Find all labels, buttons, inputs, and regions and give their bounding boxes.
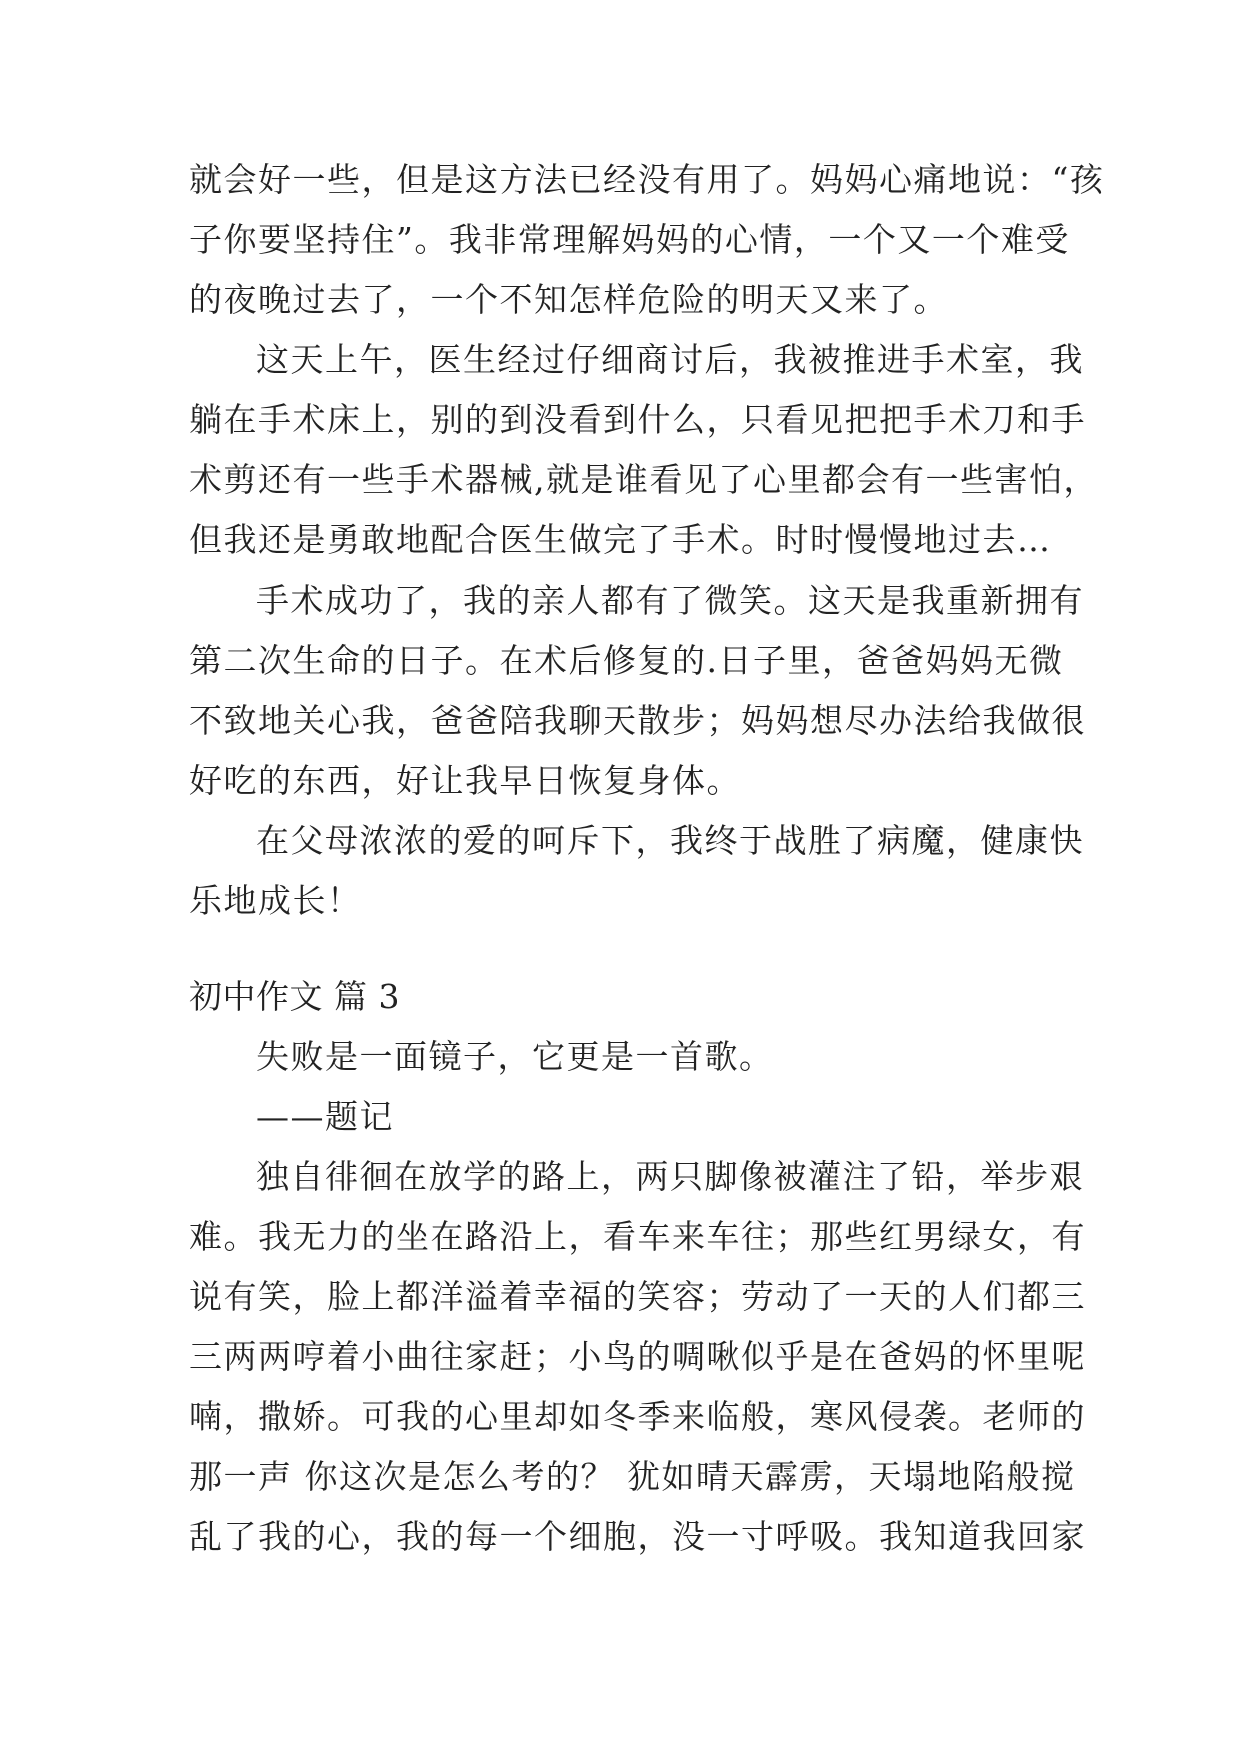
- epigraph: 失败是一面镜子，它更是一首歌。: [256, 1037, 774, 1076]
- paragraph-line: 子你要坚持住”。我非常理解妈妈的心情，一个又一个难受: [189, 220, 1070, 259]
- paragraph-line: 乱了我的心，我的每一个细胞，没一寸呼吸。我知道我回家: [189, 1517, 1086, 1556]
- paragraph-line: 就会好一些，但是这方法已经没有用了。妈妈心痛地说：“孩: [189, 160, 1105, 199]
- paragraph-line: 乐地成长！: [189, 881, 362, 920]
- paragraph-line: 术剪还有一些手术器械,就是谁看见了心里都会有一些害怕，: [189, 460, 1098, 499]
- paragraph-line: 喃，撒娇。可我的心里却如冬季来临般，寒风侵袭。老师的: [189, 1397, 1086, 1436]
- paragraph-line: 但我还是勇敢地配合医生做完了手术。时时慢慢地过去…: [189, 520, 1052, 559]
- epigraph-attribution: ——题记: [256, 1097, 394, 1136]
- paragraph-line: 那一声 你这次是怎么考的？ 犹如晴天霹雳，天塌地陷般搅: [189, 1457, 1076, 1496]
- paragraph-line: 第二次生命的日子。在术后修复的.日子里，爸爸妈妈无微: [189, 641, 1064, 680]
- paragraph-line: 三两两哼着小曲往家赶；小鸟的啁啾似乎是在爸妈的怀里呢: [189, 1337, 1086, 1376]
- paragraph-line: 手术成功了，我的亲人都有了微笑。这天是我重新拥有: [256, 581, 1084, 620]
- paragraph-line: 难。我无力的坐在路沿上，看车来车往；那些红男绿女，有: [189, 1217, 1086, 1256]
- paragraph-line: 独自徘徊在放学的路上，两只脚像被灌注了铅，举步艰: [256, 1157, 1084, 1196]
- paragraph-line: 的夜晚过去了，一个不知怎样危险的明天又来了。: [189, 280, 948, 319]
- section-heading: 初中作文 篇 3: [189, 977, 400, 1016]
- paragraph-line: 不致地关心我，爸爸陪我聊天散步；妈妈想尽办法给我做很: [189, 701, 1086, 740]
- paragraph-line: 躺在手术床上，别的到没看到什么，只看见把把手术刀和手: [189, 400, 1086, 439]
- paragraph-line: 这天上午，医生经过仔细商讨后，我被推进手术室，我: [256, 340, 1084, 379]
- paragraph-line: 好吃的东西，好让我早日恢复身体。: [189, 761, 741, 800]
- paragraph-line: 在父母浓浓的爱的呵斥下，我终于战胜了病魔，健康快: [256, 821, 1084, 860]
- paragraph-line: 说有笑，脸上都洋溢着幸福的笑容；劳动了一天的人们都三: [189, 1277, 1086, 1316]
